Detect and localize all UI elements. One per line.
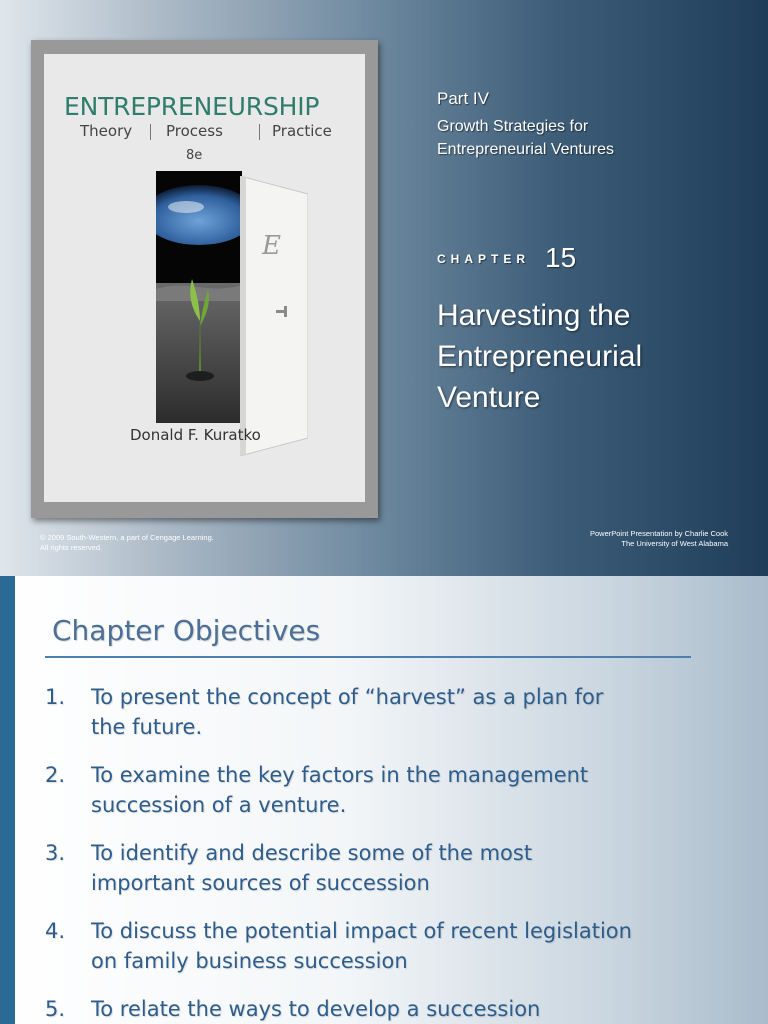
chapter-number: 15 <box>545 242 577 273</box>
chapter-title-line: Harvesting the <box>437 299 631 332</box>
objective-text-line: To present the concept of “harvest” as a plan for <box>91 685 604 709</box>
accent-side-bar <box>0 576 15 1024</box>
cover-subtitle-practice: Practice <box>272 122 332 140</box>
objective-text-line: on family business succession <box>91 949 408 973</box>
door-letter-mark: E <box>262 231 281 261</box>
objective-item <box>45 916 685 976</box>
cover-illustration-doorway <box>156 171 242 423</box>
chapter-title-line: Venture <box>437 381 541 414</box>
earth-shape <box>156 185 242 245</box>
cover-subtitle-process: Process <box>166 122 223 140</box>
objective-text-line: To identify and describe some of the most <box>91 841 533 865</box>
part-title-line: Growth Strategies for <box>437 118 589 135</box>
objective-number: 5. <box>45 997 66 1021</box>
objective-number: 1. <box>45 685 66 709</box>
objectives-slide <box>0 576 768 1024</box>
objective-item <box>45 994 685 1024</box>
objective-text-line: To examine the key factors in the management <box>91 763 589 787</box>
part-label: Part IV <box>437 89 489 108</box>
part-title <box>437 115 614 161</box>
cover-edition: 8e <box>186 148 203 163</box>
presentation-credit <box>590 529 728 549</box>
objective-item <box>45 838 685 898</box>
objective-item <box>45 682 685 742</box>
chapter-title-line: Entrepreneurial <box>437 340 643 373</box>
objective-text-line: To discuss the potential impact of recent legislation <box>91 919 632 943</box>
part-title-line: Entrepreneurial Ventures <box>437 141 614 158</box>
objective-item <box>45 760 685 820</box>
chapter-label: CHAPTER <box>437 252 531 266</box>
book-cover-frame <box>31 40 378 518</box>
objective-number: 3. <box>45 841 66 865</box>
objectives-list <box>45 682 685 1024</box>
cover-author: Donald F. Kuratko <box>130 426 261 444</box>
cover-illustration-door <box>240 176 308 456</box>
objectives-heading: Chapter Objectives <box>52 614 321 647</box>
objective-text-line: To relate the ways to develop a succession <box>91 997 541 1021</box>
book-cover <box>44 54 365 502</box>
chapter-title <box>437 295 642 418</box>
objective-text-line: succession of a venture. <box>91 793 347 817</box>
soil-shape <box>156 283 242 423</box>
credit-line: PowerPoint Presentation by Charlie Cook <box>590 529 728 538</box>
cover-divider <box>259 124 260 140</box>
cover-divider <box>150 124 151 140</box>
objective-number: 4. <box>45 919 66 943</box>
credit-line: The University of West Alabama <box>621 539 728 548</box>
objective-text-line: the future. <box>91 715 203 739</box>
objective-number: 2. <box>45 763 66 787</box>
cover-subtitle-theory: Theory <box>80 122 133 140</box>
cover-title: ENTREPRENEURSHIP <box>64 92 320 121</box>
copyright-notice <box>40 533 214 553</box>
objective-text-line: important sources of succession <box>91 871 430 895</box>
heading-underline <box>45 656 691 658</box>
copyright-line: All rights reserved. <box>40 543 103 552</box>
copyright-line: © 2009 South-Western, a part of Cengage Learning. <box>40 533 214 542</box>
